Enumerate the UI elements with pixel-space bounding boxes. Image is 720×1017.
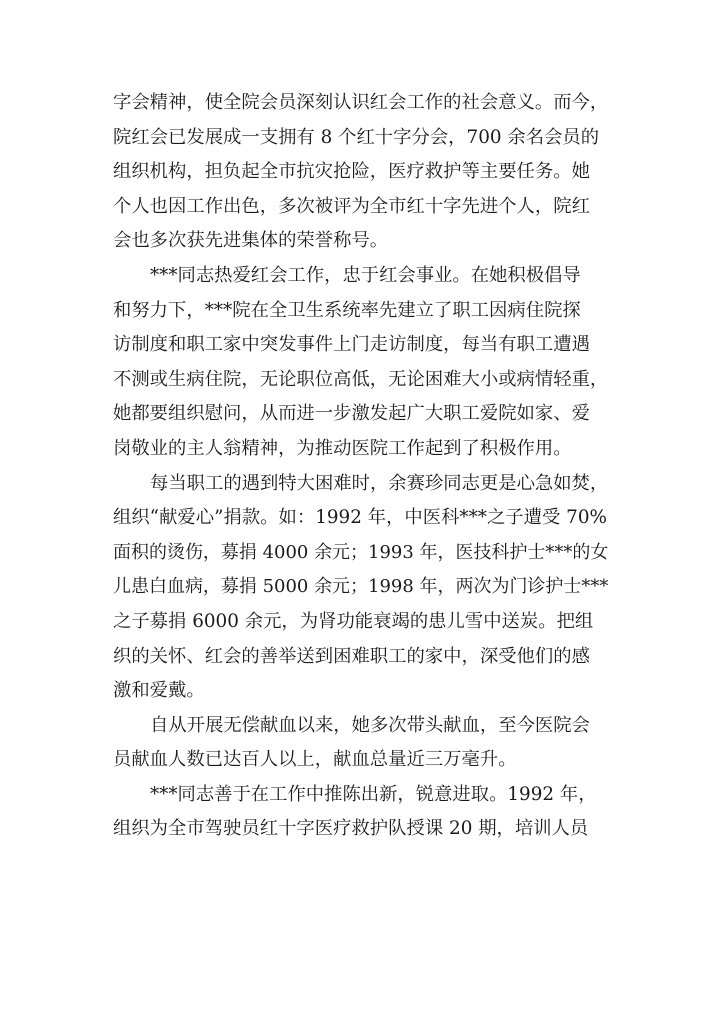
- text-line: 岗敬业的主人翁精神，为推动医院工作起到了积极作用。: [113, 437, 572, 459]
- text-line: ***同志热爱红会工作，忠于红会事业。在她积极倡导: [150, 264, 581, 286]
- text-line: 和努力下，***院在全卫生系统率先建立了职工因病住院探: [113, 299, 581, 321]
- text-line: 儿患白血病，募捐 5000 余元；1998 年，两次为门诊护士***: [113, 576, 609, 598]
- text-line: 组织为全市驾驶员红十字医疗救护队授课 20 期，培训人员: [113, 818, 589, 840]
- text-line: 面积的烫伤，募捐 4000 余元；1993 年，医技科护士***的女: [113, 541, 609, 563]
- text-line: 组织“献爱心”捐款。如：1992 年，中医科***之子遭受 70%: [113, 507, 607, 529]
- document-body: [113, 86, 613, 847]
- text-line: 会也多次获先进集体的荣誉称号。: [113, 230, 389, 252]
- text-line: 她都要组织慰问，从而进一步激发起广大职工爱院如家、爱: [113, 403, 590, 425]
- text-line: 字会精神，使全院会员深刻认识红会工作的社会意义。而今，: [113, 92, 609, 113]
- text-line: 每当职工的遇到特大困难时，余赛珍同志更是心急如焚，: [150, 472, 609, 494]
- text-line: ***同志善于在工作中推陈出新，锐意进取。1992 年，: [150, 783, 597, 805]
- text-line: 之子募捐 6000 余元，为肾功能衰竭的患儿雪中送炭。把组: [113, 610, 594, 632]
- text-line: 个人也因工作出色，多次被评为全市红十字先进个人，院红: [113, 195, 590, 217]
- text-line: 访制度和职工家中突发事件上门走访制度，每当有职工遭遇: [113, 334, 590, 356]
- text-line: 织的关怀、红会的善举送到困难职工的家中，深受他们的感: [113, 645, 590, 667]
- text-line: 不测或生病住院，无论职位高低，无论困难大小或病情轻重，: [113, 368, 609, 390]
- text-line: 激和爱戴。: [113, 680, 205, 702]
- text-line: 员献血人数已达百人以上，献血总量近三万毫升。: [113, 749, 517, 771]
- text-line: 院红会已发展成一支拥有 8 个红十字分会，700 余名会员的: [113, 126, 600, 148]
- text-line: 组织机构，担负起全市抗灾抢险，医疗救护等主要任务。她: [113, 161, 590, 183]
- text-line: 自从开展无偿献血以来，她多次带头献血，至今医院会: [150, 714, 590, 736]
